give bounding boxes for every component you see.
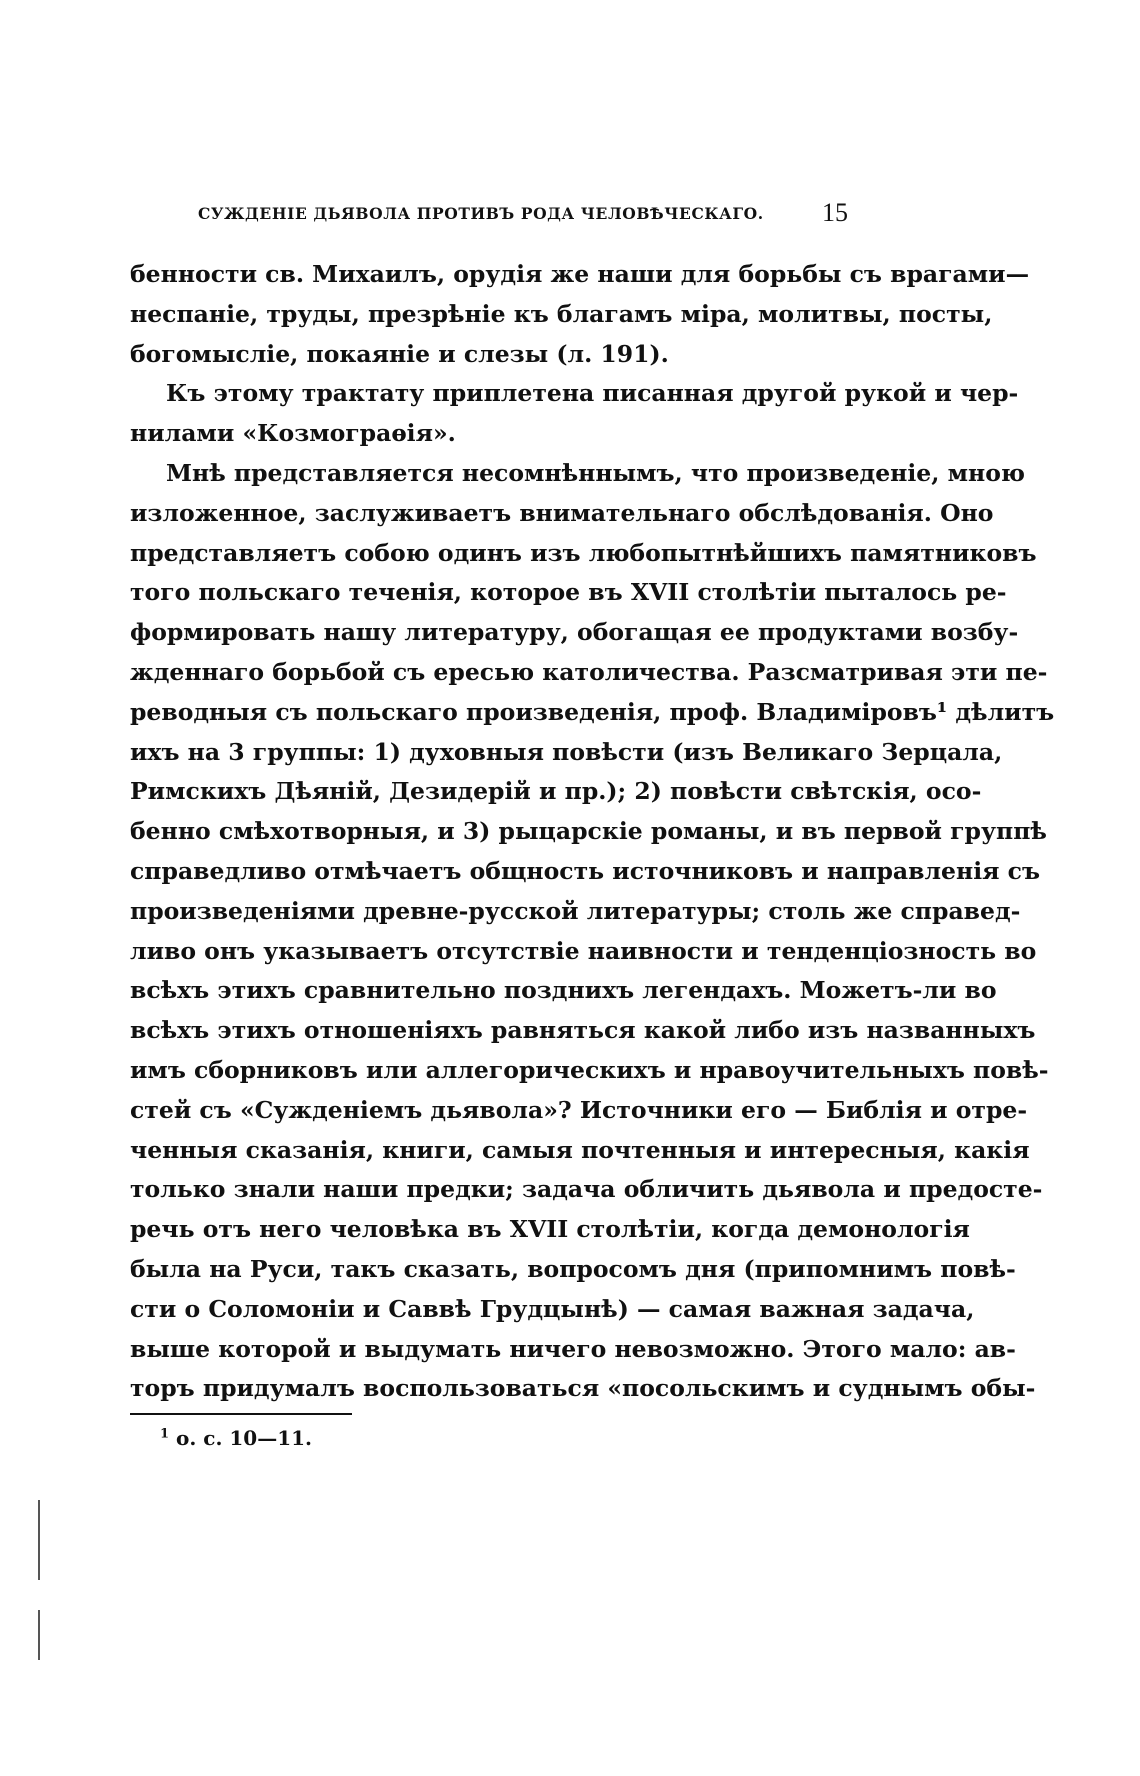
text-line: богомысліе, покаяніе и слезы (л. 191). xyxy=(130,339,669,368)
footnote xyxy=(160,1426,312,1450)
text-line: неспаніе, труды, презрѣніе къ благамъ міра, молитвы, посты, xyxy=(130,299,993,328)
text-line: выше которой и выдумать ничего невозможно. Этого мало: ав- xyxy=(130,1334,1016,1363)
text-line: имъ сборниковъ или аллегорическихъ и нравоучительныхъ повѣ- xyxy=(130,1055,1049,1084)
text-line: торъ придумалъ воспользоваться «посольскимъ и суднымъ обы- xyxy=(130,1374,1036,1403)
text-line: представляетъ собою одинъ изъ любопытнѣйшихъ памятниковъ xyxy=(130,538,1037,567)
text-line: того польскаго теченія, которое въ XVII столѣтіи пыталось ре- xyxy=(130,578,1007,607)
text-line: нилами «Козмограѳія». xyxy=(130,419,456,448)
scan-edge-mark xyxy=(38,1500,40,1580)
text-line: ченныя сказанія, книги, самыя почтенныя и интересныя, какія xyxy=(130,1135,1030,1164)
text-line: всѣхъ этихъ отношеніяхъ равняться какой либо изъ названныхъ xyxy=(130,1016,1036,1045)
text-line: ихъ на 3 группы: 1) духовныя повѣсти (изъ Великаго Зерцала, xyxy=(130,737,1003,766)
text-line: Мнѣ представляется несомнѣннымъ, что произведеніе, мною xyxy=(166,458,1025,487)
text-line: бенно смѣхотворныя, и 3) рыцарскіе романы, и въ первой группѣ xyxy=(130,817,1047,846)
text-line: формировать нашу литературу, обогащая ее продуктами возбу- xyxy=(130,618,1019,647)
running-head xyxy=(198,200,848,232)
scan-edge-mark xyxy=(38,1610,40,1660)
text-line: справедливо отмѣчаетъ общность источниковъ и направленія съ xyxy=(130,856,1041,885)
text-line: была на Руси, такъ сказать, вопросомъ дня (припомнимъ повѣ- xyxy=(130,1254,1016,1283)
footnote-text: о. с. 10—11. xyxy=(176,1426,313,1450)
footnote-rule xyxy=(130,1413,352,1415)
body-text xyxy=(130,255,1055,1409)
text-line: Къ этому трактату приплетена писанная другой рукой и чер- xyxy=(166,379,1019,408)
text-line: речь отъ него человѣка въ XVII столѣтіи, когда демонологія xyxy=(130,1215,970,1244)
footnote-mark: 1 xyxy=(160,1426,170,1442)
page-number: 15 xyxy=(822,198,848,227)
text-line: стей съ «Сужденіемъ дьявола»? Источники его — Библія и отре- xyxy=(130,1095,1028,1124)
text-line: только знали наши предки; задача обличить дьявола и предосте- xyxy=(130,1175,1043,1204)
text-line: ливо онъ указываетъ отсутствіе наивности и тенденціозность во xyxy=(130,936,1037,965)
text-line: произведеніями древне-русской литературы; столь же справед- xyxy=(130,896,1021,925)
text-line: реводныя съ польскаго произведенія, проф. Владиміровъ¹ дѣлитъ xyxy=(130,697,1055,726)
text-line: Римскихъ Дѣяній, Дезидерій и пр.); 2) повѣсти свѣтскія, осо- xyxy=(130,777,982,806)
text-line: изложенное, заслуживаетъ внимательнаго обслѣдованія. Оно xyxy=(130,498,994,527)
text-line: всѣхъ этихъ сравнительно позднихъ легендахъ. Можетъ-ли во xyxy=(130,976,997,1005)
text-line: бенности св. Михаилъ, орудія же наши для борьбы съ врагами— xyxy=(130,260,1030,288)
running-title: СУЖДЕНІЕ ДЬЯВОЛА ПРОТИВЪ РОДА ЧЕЛОВѢЧЕСКАГО. xyxy=(198,204,764,223)
text-line: жденнаго борьбой съ ересью католичества. Разсматривая эти пе- xyxy=(130,657,1048,686)
text-line: сти о Соломоніи и Саввѣ Грудцынѣ) — самая важная задача, xyxy=(130,1294,975,1323)
